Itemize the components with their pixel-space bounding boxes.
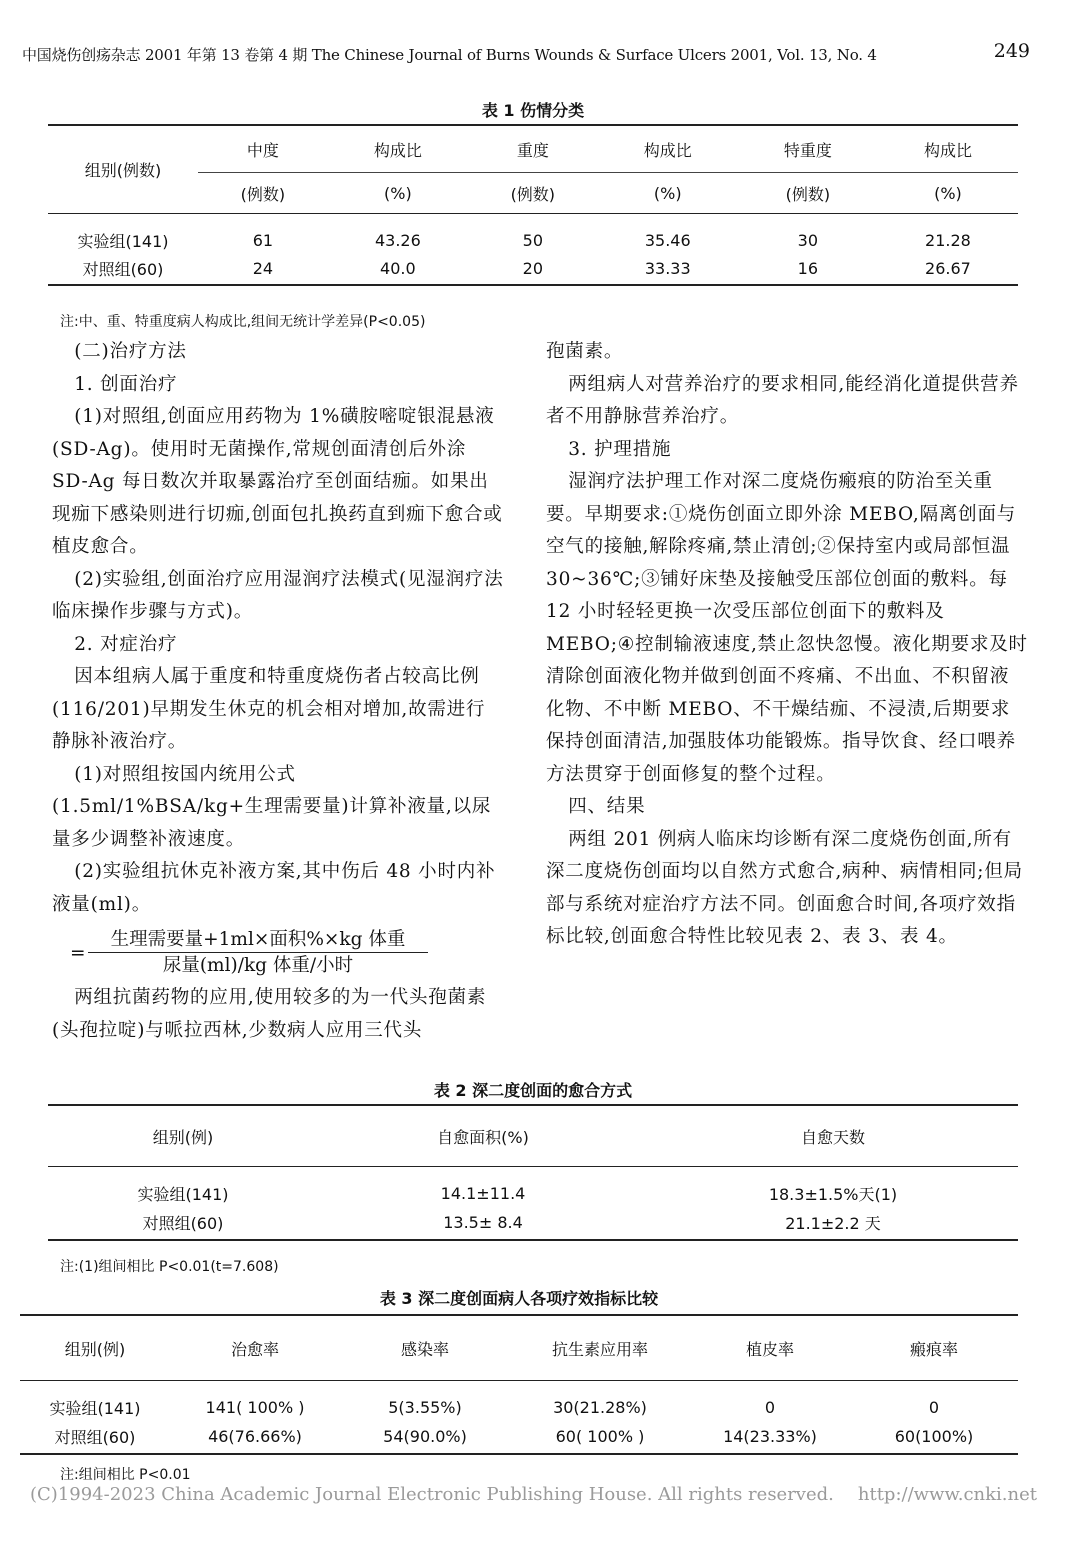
table3-cell: 60(100%) [894,1426,974,1446]
paragraph: 两组 201 例病人临床均诊断有深二度烧伤创面,所有深二度烧伤创面均以自然方式愈合,病种、病情相同;但局部与系统对症治疗方法不同。创面愈合时间,各项疗效指标比较,创面愈合特性比较见表 2、表 3、表 4。 [546,828,1023,947]
table-row [48,214,1018,253]
running-header [22,40,1054,74]
table1-cell: 35.46 [644,230,691,250]
table1-col-header: 构成比 [328,125,468,173]
table1-cell: 21.28 [925,230,971,250]
table2 [48,1104,1018,1241]
table1-cell: 33.33 [644,258,691,278]
table1-col-header: 中度 [198,125,328,173]
subsection-heading: 2. 对症治疗 [74,633,178,655]
paragraph: (1)对照组,创面应用药物为 1%磺胺嘧啶银混悬液(SD-Ag)。使用时无菌操作,常规创面清创后外涂 SD-Ag 每日数次并取暴露治疗至创面结痂。如果出现痂下感染则进行切痂,创面包扎换药直到痂下愈合或植皮愈合。 [52,406,503,557]
table3-cell: 30(21.28%) [553,1397,647,1417]
left-column-continued [52,982,504,1047]
right-column [546,336,1028,954]
table-row [20,1419,1018,1454]
table1-cell: 43.26 [374,230,421,250]
table-row [20,1381,1018,1420]
table3-col-header: 植皮率 [690,1315,850,1381]
table3-col-header: 组别(例) [20,1315,170,1381]
table1-group-cell: 对照组(60) [82,259,164,279]
table3-note: 注:组间相比 P<0.01 [60,1467,191,1483]
table2-cell: 14.1±11.4 [440,1183,526,1203]
table-row [48,1205,1018,1240]
table-row [48,1167,1018,1206]
left-column [52,336,504,921]
table1-caption: 表 1 伤情分类 [481,101,585,120]
table3-cell: 141( 100% ) [205,1397,305,1417]
copyright-text: (C)1994-2023 China Academic Journal Electronic Publishing House. All rights reserved. [30,1484,834,1505]
cnki-url: http://www.cnki.net [857,1484,1037,1505]
table1-col-subheader: (%) [598,173,738,214]
paragraph: 两组病人对营养治疗的要求相同,能经消化道提供营养者不用静脉营养治疗。 [546,373,1019,427]
table1-note: 注:中、重、特重度病人构成比,组间无统计学差异(P<0.05) [60,314,426,330]
table3-col-header: 治愈率 [170,1315,340,1381]
table1-cell: 50 [522,230,543,250]
formula-denominator: 尿量(ml)/kg 体重/小时 [162,955,354,976]
formula-equals: = [70,943,86,964]
table1 [48,124,1018,286]
table3-col-header: 抗生素应用率 [510,1315,690,1381]
table2-cell: 实验组(141) [137,1184,229,1204]
table2-cell: 13.5± 8.4 [443,1212,523,1232]
subsection-heading: 1. 创面治疗 [74,373,178,395]
table1-row-header: 组别(例数) [48,125,198,214]
table3-col-header: 瘢痕率 [850,1315,1018,1381]
table3-cell: 对照组(60) [54,1427,136,1447]
table1-col-header: 构成比 [878,125,1018,173]
paragraph: 孢菌素。 [546,341,624,362]
table1-col-subheader: (%) [328,173,468,214]
table2-cell: 21.1±2.2 天 [785,1213,881,1233]
table1-cell: 26.67 [925,258,971,278]
table2-caption: 表 2 深二度创面的愈合方式 [433,1081,633,1100]
table2-cell: 对照组(60) [142,1213,224,1233]
table3-cell: 实验组(141) [49,1398,141,1418]
page-number: 249 [993,40,1030,62]
formula-numerator: 生理需要量+1ml×面积%×kg 体重 [88,928,428,953]
paragraph: (2)实验组抗休克补液方案,其中伤后 48 小时内补液量(ml)。 [52,861,496,915]
copyright-footer [30,1484,1037,1505]
table3-cell: 60( 100% ) [555,1426,645,1446]
table3-cell: 54(90.0%) [383,1426,467,1446]
table2-cell: 18.3±1.5%天(1) [768,1184,898,1204]
table1-group-cell: 实验组(141) [77,231,169,251]
table1-cell: 40.0 [380,258,416,278]
table3 [20,1314,1018,1455]
table3-cell: 5(3.55%) [388,1397,462,1417]
table1-col-header: 重度 [468,125,598,173]
paragraph: 两组抗菌药物的应用,使用较多的为一代头孢菌素(头孢拉啶)与哌拉西林,少数病人应用三代头 [52,987,487,1041]
table1-cell: 20 [522,258,543,278]
paragraph: 湿润疗法护理工作对深二度烧伤瘢痕的防治至关重要。早期要求:①烧伤创面立即外涂 MEBO,隔离创面与空气的接触,解除疼痛,禁止清创;②保持室内或局部恒温 30~36℃;③铺好床垫及接触受压部位创面的敷料。每 12 小时轻轻更换一次受压部位创面下的敷料及 MEBO;④控制输液速度,禁止忽快忽慢。液化期要求及时清除创面液化物并做到创面不疼痛、不出血、不积留液化物、不中断 MEBO、不干燥结痂、不浸渍,后期要求保持创面清洁,加强肢体功能锻炼。指导饮食、经口喂养方法贯穿于创面修复的整个过程。 [546,471,1028,785]
table1-col-subheader: (例数) [468,173,598,214]
table1-cell: 24 [252,258,274,278]
table2-note: 注:(1)组间相比 P<0.01(t=7.608) [60,1259,279,1275]
table1-col-subheader: (例数) [198,173,328,214]
table2-col-header: 自愈天数 [648,1105,1018,1167]
table3-cell: 0 [928,1397,940,1417]
paragraph: (1)对照组按国内统用公式(1.5ml/1%BSA/kg+生理需要量)计算补液量,以尿量多少调整补液速度。 [52,763,492,850]
table3-caption: 表 3 深二度创面病人各项疗效指标比较 [379,1289,659,1308]
table1-col-subheader: (%) [878,173,1018,214]
subsection-heading: 3. 护理措施 [568,438,672,460]
table2-col-header: 自愈面积(%) [318,1105,648,1167]
table3-cell: 46(76.66%) [208,1426,302,1446]
paragraph: 因本组病人属于重度和特重度烧伤者占较高比例(116/201)早期发生休克的机会相对增加,故需进行静脉补液治疗。 [52,666,486,752]
table1-col-header: 构成比 [598,125,738,173]
table1-col-header: 特重度 [738,125,878,173]
section-heading: 四、结果 [568,796,646,817]
table3-col-header: 感染率 [340,1315,510,1381]
table-row [48,252,1018,285]
table3-cell: 14(23.33%) [723,1426,817,1446]
table1-col-subheader: (例数) [738,173,878,214]
journal-header: 中国烧伤创疡杂志 2001 年第 13 卷第 4 期 The Chinese Journal of Burns Wounds & Surface Ulcers 2001, Vol. 13, No. 4 [22,46,877,64]
table3-cell: 0 [764,1397,776,1417]
table2-col-header: 组别(例) [48,1105,318,1167]
table1-cell: 61 [252,230,274,250]
paragraph: (2)实验组,创面治疗应用湿润疗法模式(见湿润疗法临床操作步骤与方式)。 [52,568,504,622]
table1-cell: 30 [797,230,819,250]
table1-cell: 16 [797,258,819,278]
section-heading: (二)治疗方法 [74,341,187,362]
